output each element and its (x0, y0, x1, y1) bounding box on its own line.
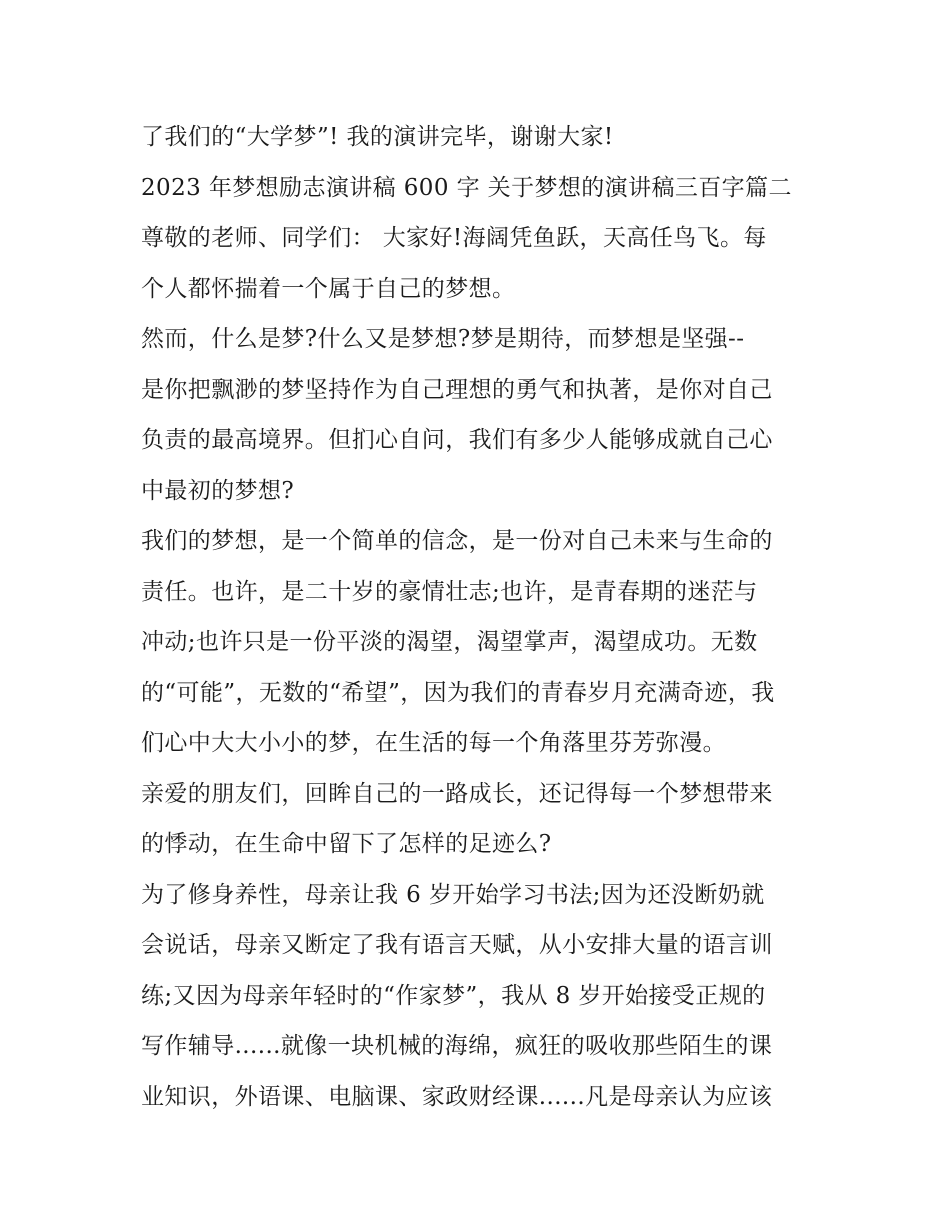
text-line: 业知识，外语课、电脑课、家政财经课......凡是母亲认为应该 (141, 1083, 773, 1110)
text-line: 我们的梦想，是一个简单的信念，是一份对自己未来与生命的 (141, 528, 773, 554)
text-line: 冲动;也许只是一份平淡的渴望，渴望掌声，渴望成功。无数 (141, 629, 758, 655)
text-line: 然而，什么是梦?什么又是梦想?梦是期待，而梦想是坚强-- (141, 326, 745, 352)
text-line: 个人都怀揣着一个属于自己的梦想。 (141, 275, 516, 302)
text-line: 的“可能”，无数的“希望”，因为我们的青春岁月充满奇迹，我 (141, 679, 775, 706)
text-line: 亲爱的朋友们，回眸自己的一路成长，还记得每一个梦想带来 (141, 780, 773, 807)
text-line: 2023 年梦想励志演讲稿 600 字 关于梦想的演讲稿三百字篇二 (141, 174, 792, 201)
text-line: 了我们的“大学梦”! 我的演讲完毕，谢谢大家! (141, 124, 614, 150)
text-line: 负责的最高境界。但扪心自问，我们有多少人能够成就自己心 (141, 427, 773, 453)
text-line: 会说话，母亲又断定了我有语言天赋，从小安排大量的语言训 (141, 932, 773, 958)
text-line: 责任。也许，是二十岁的豪情壮志;也许，是青春期的迷茫与 (141, 578, 758, 605)
text-line: 练;又因为母亲年轻时的“作家梦”，我从 8 岁开始接受正规的 (141, 982, 766, 1009)
text-line: 写作辅导......就像一块机械的海绵，疯狂的吸收那些陌生的课 (141, 1033, 773, 1059)
text-line: 们心中大大小小的梦，在生活的每一个角落里芬芳弥漫。 (141, 730, 726, 756)
text-line: 中最初的梦想? (141, 477, 295, 504)
text-line: 尊敬的老师、同学们： 大家好!海阔凭鱼跃，天高任鸟飞。每 (141, 225, 767, 251)
text-line: 是你把飘渺的梦坚持作为自己理想的勇气和执著，是你对自己 (141, 376, 773, 403)
text-line: 为了修身养性，母亲让我 6 岁开始学习书法;因为还没断奶就 (141, 881, 765, 908)
text-line: 的悸动，在生命中留下了怎样的足迹么? (141, 831, 552, 857)
